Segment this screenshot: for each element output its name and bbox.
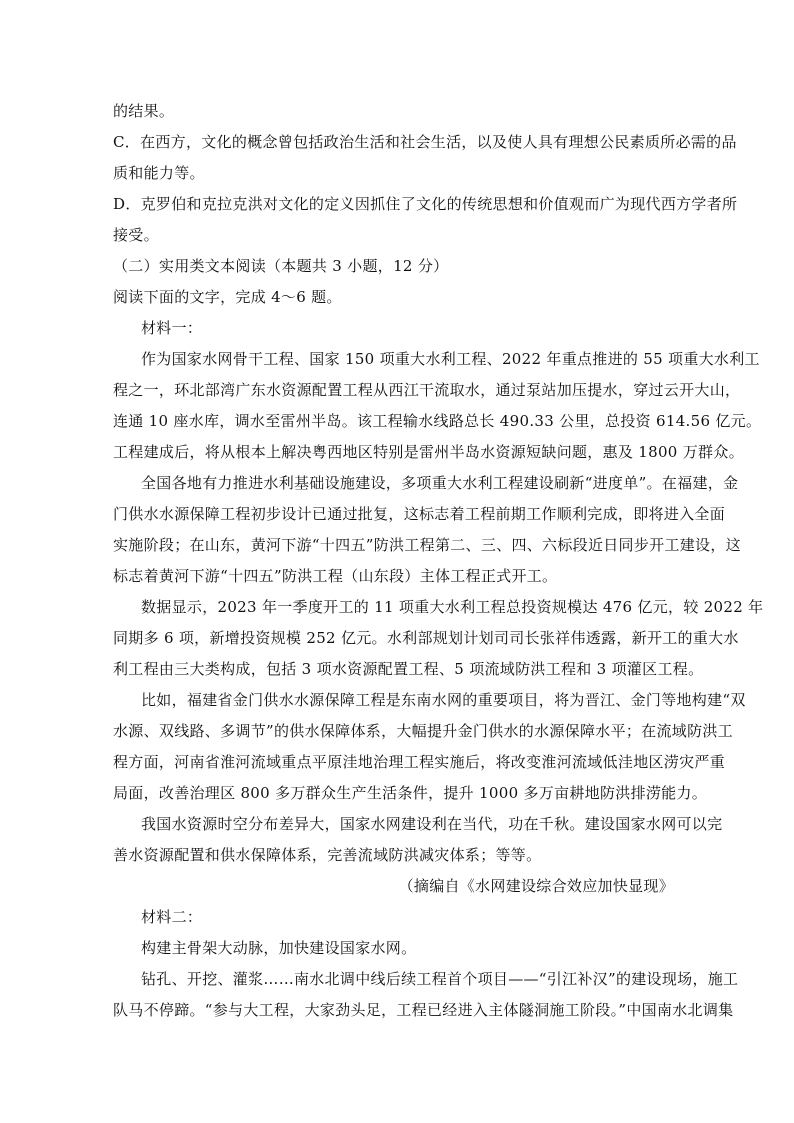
text-line: 的结果。 [113, 102, 175, 120]
paragraph-line: 标志着黄河下游“十四五”防洪工程（山东段）主体工程正式开工。 [113, 567, 558, 585]
paragraph-line: 钻孔、开挖、灌浆……南水北调中线后续工程首个项目——“引江补汉”的建设现场，施工 [141, 970, 739, 988]
paragraph-line: 我国水资源时空分布差异大，国家水网建设利在当代，功在千秋。建设国家水网可以完 [141, 815, 723, 833]
material-one-label: 材料一： [141, 319, 203, 337]
paragraph-line: 构建主骨架大动脉，加快建设国家水网。 [141, 939, 417, 957]
material-two-label: 材料二： [141, 908, 203, 926]
paragraph-line: 工程建成后，将从根本上解决粤西地区特别是雷州半岛水资源短缺问题，惠及 1800 万群众。 [113, 443, 744, 461]
paragraph-line: 水源、双线路、多调节”的供水保障体系，大幅提升金门供水的水源保障水平；在流域防洪工 [113, 722, 733, 740]
text-line: 质和能力等。 [113, 164, 205, 182]
paragraph-line: 全国各地有力推进水利基础设施建设，多项重大水利工程建设刷新“进度单”。在福建，金 [141, 474, 739, 492]
paragraph-line: 程方面，河南省淮河流域重点平原洼地治理工程实施后，将改变淮河流域低洼地区涝灾严重 [113, 753, 726, 771]
paragraph-line: 队马不停蹄。“参与大工程，大家劲头足，工程已经进入主体隧洞施工阶段。”中国南水北调集 [113, 1001, 734, 1019]
paragraph-line: 利工程由三大类构成，包括 3 项水资源配置工程、5 项流域防洪工程和 3 项灌区工程。 [113, 660, 704, 678]
source-citation: （摘编自《水网建设综合效应加快显现》 [398, 877, 674, 895]
paragraph-line: 善水资源配置和供水保障体系，完善流域防洪减灾体系；等等。 [113, 846, 542, 864]
instruction: 阅读下面的文字，完成 4～6 题。 [113, 288, 342, 306]
paragraph-line: 程之一，环北部湾广东水资源配置工程从西江干流取水，通过泵站加压提水，穿过云开大山， [113, 381, 741, 399]
paragraph-line: 作为国家水网骨干工程、国家 150 项重大水利工程、2022 年重点推进的 55 项重大水利工 [141, 350, 760, 368]
paragraph-line: 数据显示，2023 年一季度开工的 11 项重大水利工程总投资规模达 476 亿元，较 2022 年 [141, 598, 764, 616]
section-heading: （二）实用类文本阅读（本题共 3 小题，12 分） [113, 257, 449, 275]
option-c-line: C．在西方，文化的概念曾包括政治生活和社会生活，以及使人具有理想公民素质所必需的品 [113, 133, 737, 151]
paragraph-line: 实施阶段；在山东，黄河下游“十四五”防洪工程第二、三、四、六标段近日同步开工建设，这 [113, 536, 741, 554]
paragraph-line: 局面，改善治理区 800 多万群众生产生活条件，提升 1000 多万亩耕地防洪排涝能力。 [113, 784, 708, 802]
text-line: 接受。 [113, 226, 159, 244]
paragraph-line: 比如，福建省金门供水水源保障工程是东南水网的重要项目，将为晋江、金门等地构建“双 [141, 691, 746, 709]
option-d-line: D．克罗伯和克拉克洪对文化的定义因抓住了文化的传统思想和价值观而广为现代西方学者所 [113, 195, 738, 213]
paragraph-line: 同期多 6 项，新增投资规模 252 亿元。水利部规划计划司司长张祥伟透露，新开工的重大水 [113, 629, 739, 647]
paragraph-line: 门供水水源保障工程初步设计已通过批复，这标志着工程前期工作顺利完成，即将进入全面 [113, 505, 726, 523]
paragraph-line: 连通 10 座水库，调水至雷州半岛。该工程输水线路总长 490.33 公里，总投资 614.56 亿元。 [113, 412, 762, 430]
